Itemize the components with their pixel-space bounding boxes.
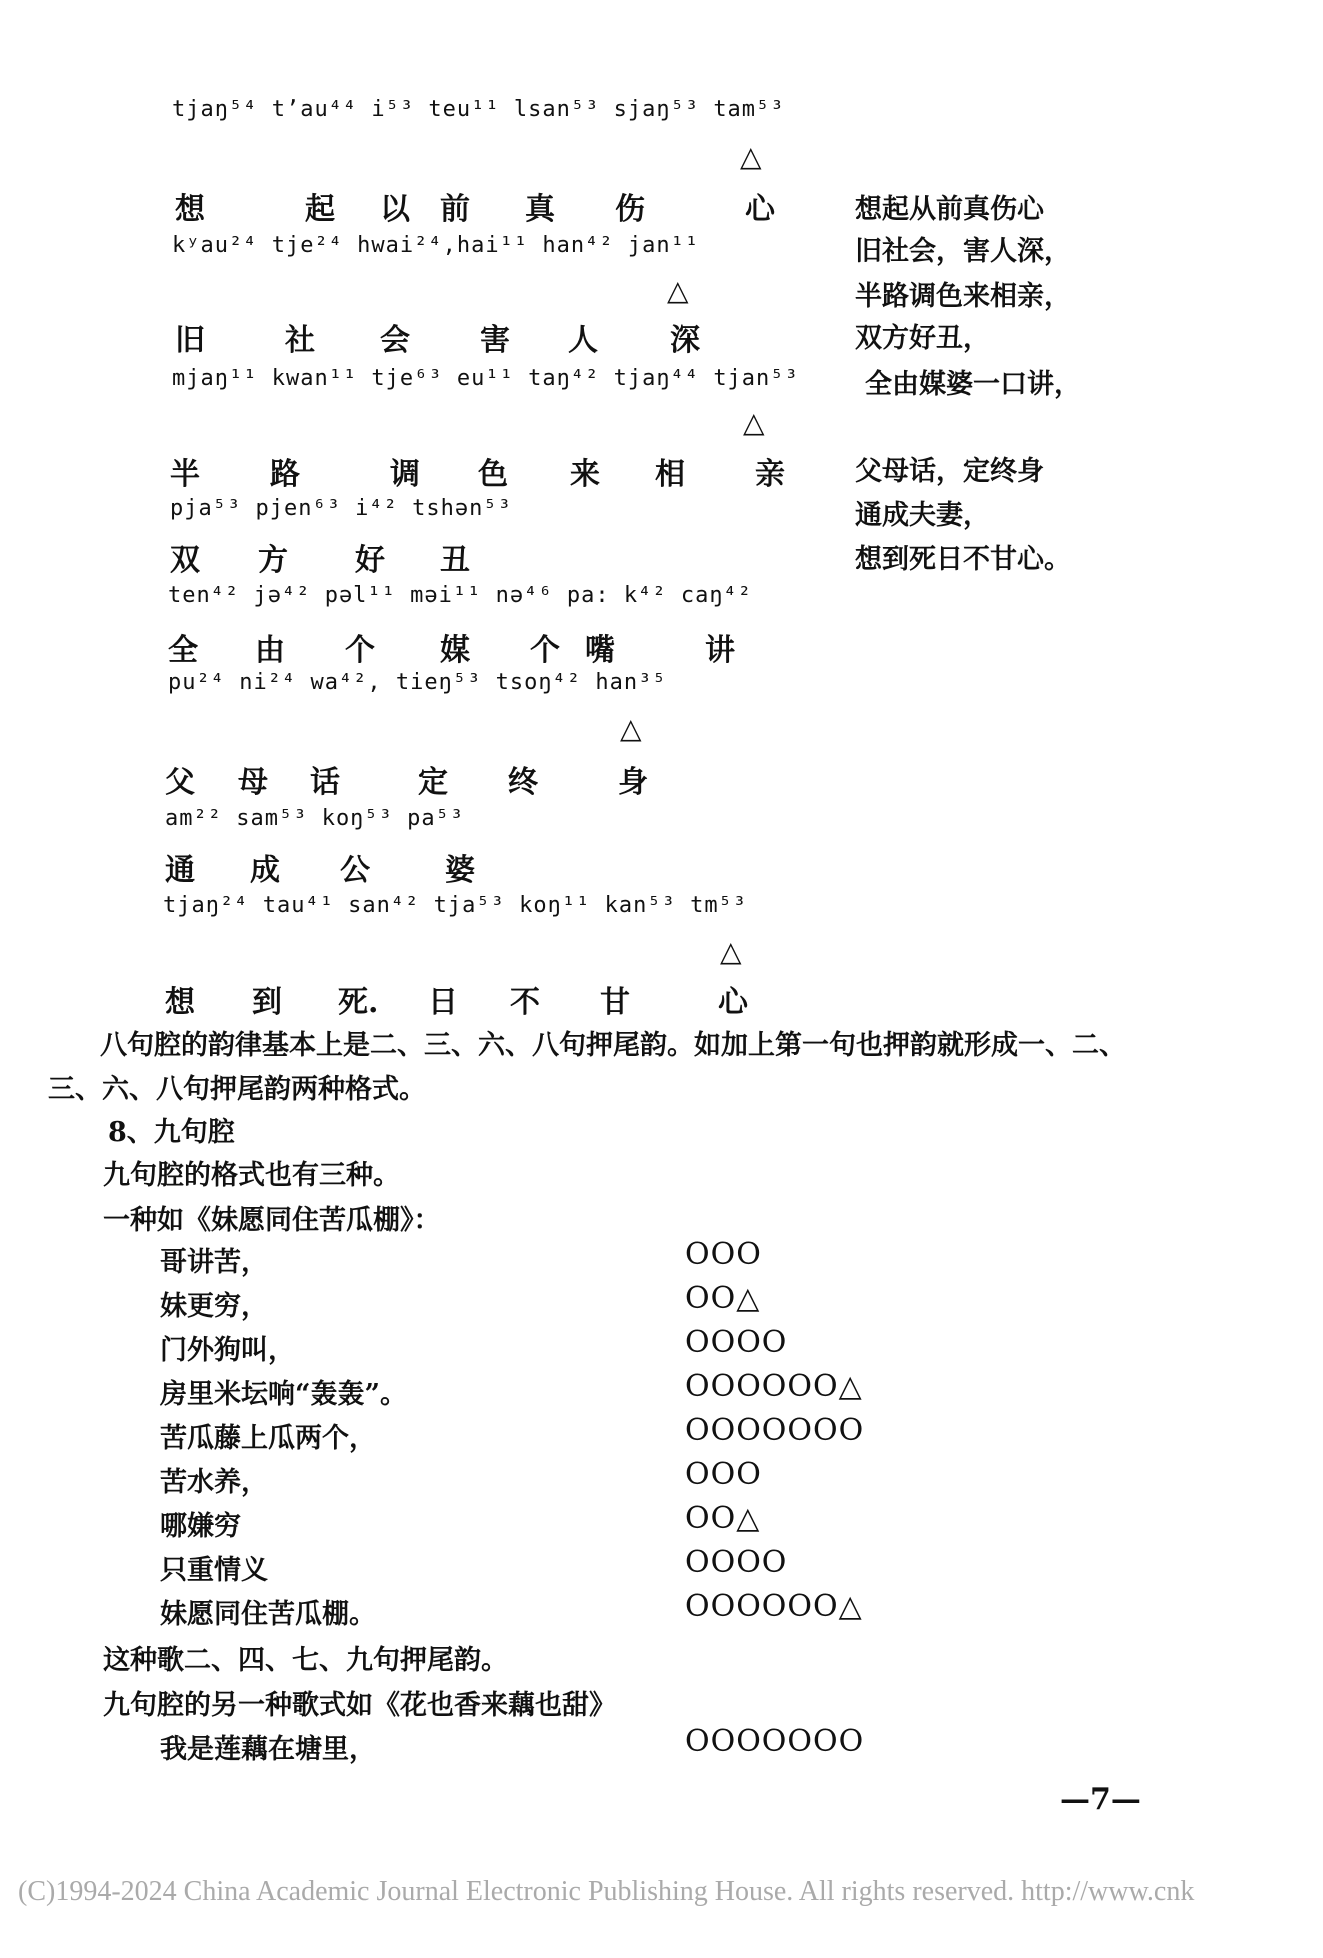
rhyme-pattern: OOO [685,1457,762,1492]
copyright-footer: (C)1994-2024 China Academic Journal Electronic Publishing House. All rights reserved. http://www.cnk [18,1876,1195,1907]
translation-line: 旧社会，害人深， [855,236,1071,267]
romanization-line: ten⁴² jə⁴² pəl¹¹ məi¹¹ nə⁴⁶ pa: k⁴² caŋ⁴² [168,583,753,608]
page-number: —7— [1060,1782,1141,1817]
poem-line: 房里米坛响“轰轰”。 [160,1379,408,1410]
rhyme-mark: △ [743,406,765,439]
paragraph: 三、六、八句押尾韵两种格式。 [48,1074,426,1105]
character-line: 想 到 死. 日 不 甘 心 [165,985,748,1020]
poem-line: 苦水养， [160,1467,268,1498]
romanization-line: pu²⁴ ni²⁴ wa⁴², tieŋ⁵³ tsoŋ⁴² han³⁵ [168,670,667,695]
character-line: 通 成 公 婆 [165,853,475,888]
paragraph: 一种如《妹愿同住苦瓜棚》： [103,1205,441,1236]
section-heading: 8、九句腔 [108,1117,235,1148]
character-line: 双 方 好 丑 [170,543,470,578]
romanization-line: mjaŋ¹¹ kwan¹¹ tje⁶³ eu¹¹ taŋ⁴² tjaŋ⁴⁴ tjan⁵³ [172,366,799,391]
rhyme-pattern: OO△ [685,1501,761,1536]
rhyme-pattern: OOOOOO△ [685,1369,863,1404]
translation-line: 想起从前真伤心 [855,194,1044,225]
rhyme-pattern: OOOOOOO [685,1724,865,1759]
paragraph: 八句腔的韵律基本上是二、三、六、八句押尾韵。如加上第一句也押韵就形成一、二、 [100,1030,1126,1061]
rhyme-pattern: OOOO [685,1325,788,1360]
paragraph: 九句腔的格式也有三种。 [103,1160,400,1191]
rhyme-pattern: OOOOOOO [685,1413,865,1448]
rhyme-mark: △ [620,712,642,745]
translation-line: 想到死日不甘心。 [855,544,1071,575]
poem-line: 妹更穷， [160,1291,268,1322]
character-line: 父 母 话 定 终 身 [165,765,648,800]
translation-line: 父母话，定终身 [855,456,1044,487]
translation-line: 全由媒婆一口讲， [865,369,1081,400]
character-line: 旧 社 会 害 人 深 [175,323,700,358]
paragraph: 这种歌二、四、七、九句押尾韵。 [103,1645,508,1676]
romanization-line: pja⁵³ pjen⁶³ i⁴² tshən⁵³ [170,496,512,521]
poem-line: 苦瓜藤上瓜两个， [160,1423,376,1454]
rhyme-pattern: OOO [685,1237,762,1272]
rhyme-pattern: OO△ [685,1281,761,1316]
poem-line: 妹愿同住苦瓜棚。 [160,1599,376,1630]
poem-line: 哥讲苦， [160,1247,268,1278]
character-line: 半 路 调 色 来 相 亲 [170,457,785,492]
paragraph: 九句腔的另一种歌式如《花也香来藕也甜》 [103,1690,616,1721]
rhyme-pattern: OOOO [685,1545,788,1580]
poem-line: 哪嫌穷 [160,1511,241,1542]
translation-line: 通成夫妻， [855,500,990,531]
poem-line: 我是莲藕在塘里， [160,1734,376,1765]
romanization-line: kʸau²⁴ tje²⁴ hwai²⁴,hai¹¹ han⁴² jan¹¹ [172,233,700,258]
rhyme-mark: △ [667,274,689,307]
translation-line: 双方好丑， [855,323,990,354]
rhyme-mark: △ [720,935,742,968]
character-line: 全 由 个 媒 个 嘴 讲 [168,633,735,668]
romanization-line: tjaŋ⁵⁴ tʼau⁴⁴ i⁵³ teu¹¹ lsan⁵³ sjaŋ⁵³ tam⁵³ [172,97,785,122]
translation-line: 半路调色来相亲， [855,281,1071,312]
poem-line: 只重情义 [160,1555,268,1586]
rhyme-mark: △ [740,140,762,173]
character-line: 想 起 以 前 真 伤 心 [175,192,775,227]
poem-line: 门外狗叫， [160,1335,295,1366]
rhyme-pattern: OOOOOO△ [685,1589,863,1624]
romanization-line: tjaŋ²⁴ tau⁴¹ san⁴² tja⁵³ koŋ¹¹ kan⁵³ tm⁵³ [163,893,748,918]
romanization-line: am²² sam⁵³ koŋ⁵³ pa⁵³ [165,806,465,831]
